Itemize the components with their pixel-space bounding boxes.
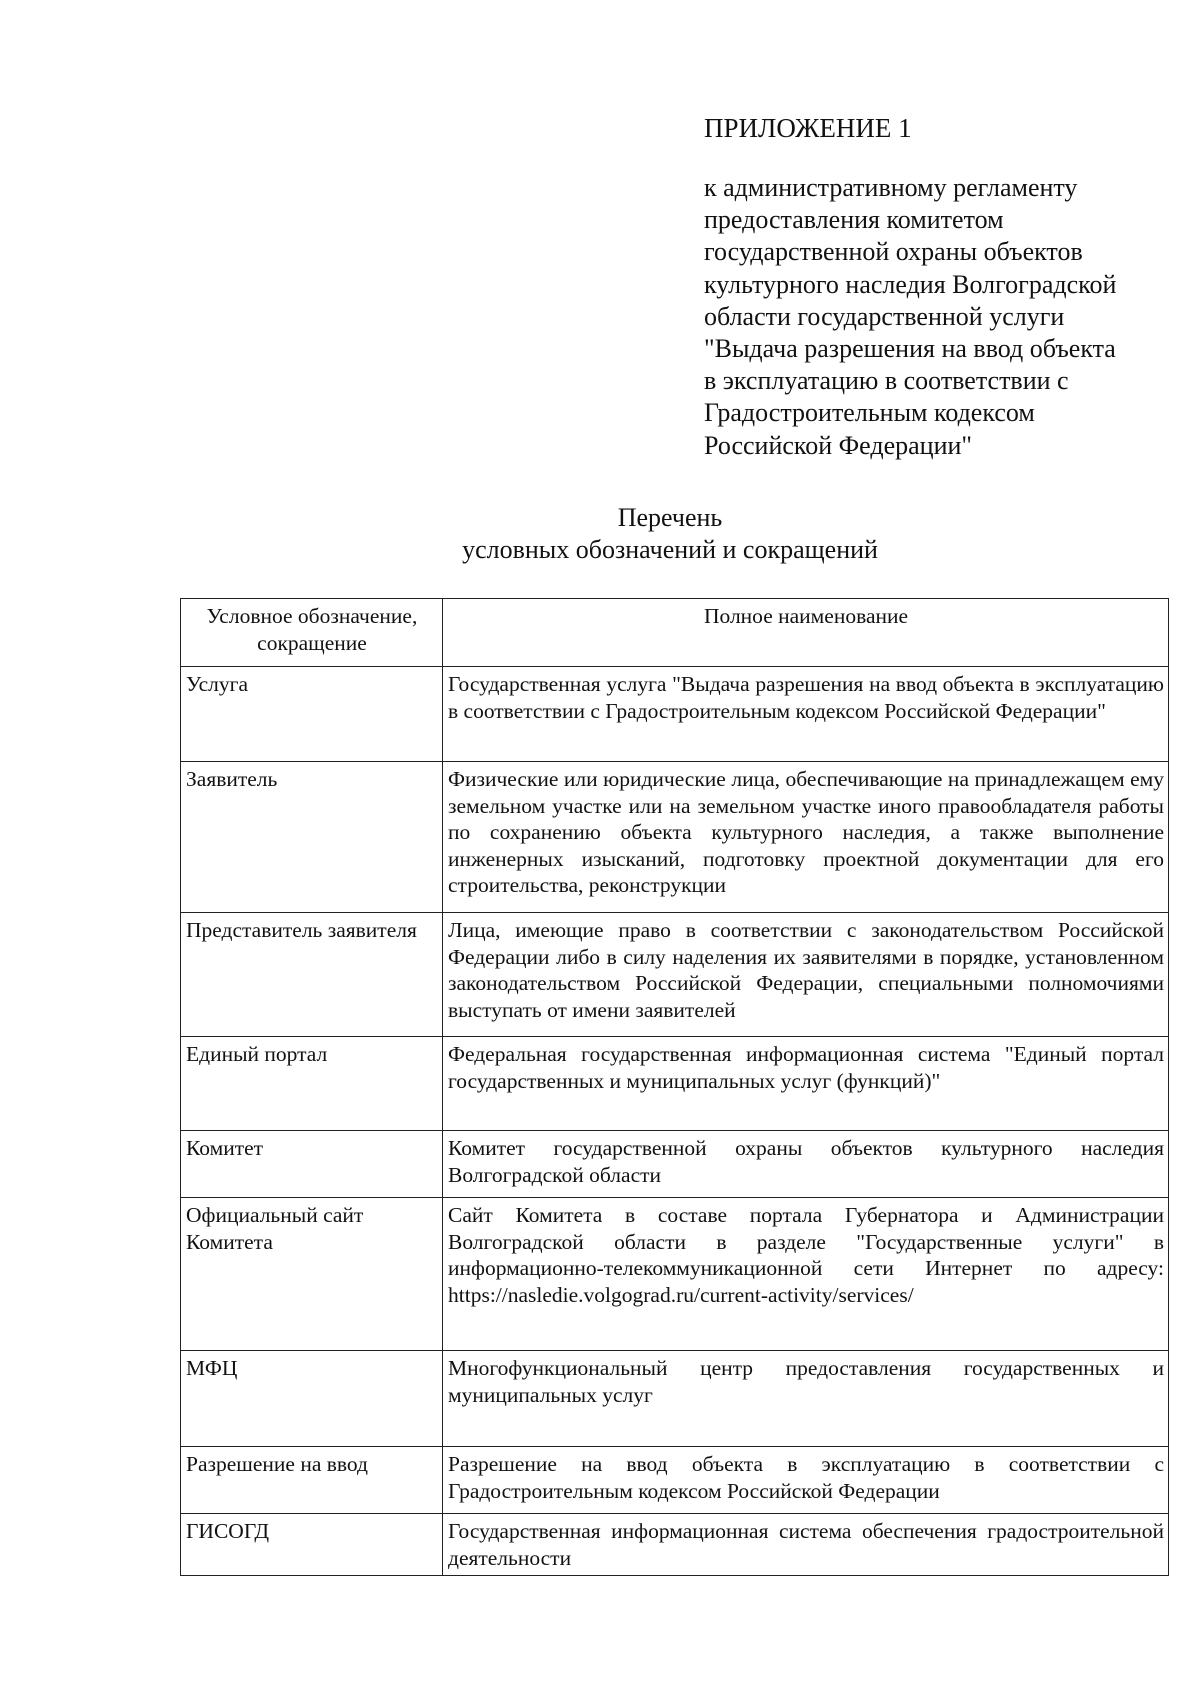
abbreviation-cell: Разрешение на ввод — [181, 1447, 443, 1514]
full-name-cell: Комитет государственной охраны объектов культурного наследия Волгоградской области — [443, 1131, 1169, 1198]
appendix-line: в эксплуатацию в соответствии с — [704, 366, 1069, 396]
full-name-cell: Разрешение на ввод объекта в эксплуатацию в соответствии с Градостроительным кодексом Российской Федерации — [443, 1447, 1169, 1514]
appendix-line: Градостроительным кодексом — [704, 398, 1035, 428]
header-full-name: Полное наименование — [443, 599, 1169, 667]
full-name-cell: Физические или юридические лица, обеспечивающие на принадлежащем ему земельном участке или на земельном участке иного правообладателя работы по сохранению объекта культурного наследия, а также выполнение инженерных изысканий, подготовку проектной документации для его строительства, реконструкции — [443, 762, 1169, 913]
abbreviation-cell: Услуга — [181, 667, 443, 762]
table-row — [181, 1198, 1169, 1351]
full-name-cell: Федеральная государственная информационная система "Единый портал государственных и муниципальных услуг (функций)" — [443, 1037, 1169, 1131]
abbreviation-cell: Заявитель — [181, 762, 443, 913]
abbreviation-cell: Комитет — [181, 1131, 443, 1198]
full-name-cell: Многофункциональный центр предоставления государственных и муниципальных услуг — [443, 1351, 1169, 1447]
table-row — [181, 1447, 1169, 1514]
table-row — [181, 1037, 1169, 1131]
table-row — [181, 762, 1169, 913]
table-row — [181, 667, 1169, 762]
appendix-line: Российской Федерации" — [704, 430, 973, 460]
table-row — [181, 1131, 1169, 1198]
appendix-title: ПРИЛОЖЕНИЕ 1 — [704, 113, 912, 143]
full-name-cell: Государственная информационная система обеспечения градостроительной деятельности — [443, 1514, 1169, 1576]
appendix-line: области государственной услуги — [704, 301, 1065, 331]
full-name-cell: Сайт Комитета в составе портала Губернатора и Администрации Волгоградской области в разделе "Государственные услуги" в информационно-телекоммуникационной сети Интернет по адресу: https://nasledie.volgograd.ru/current-activity/services/ — [443, 1198, 1169, 1351]
abbreviation-cell: МФЦ — [181, 1351, 443, 1447]
heading-title: Перечень — [617, 503, 723, 532]
appendix-line: государственной охраны объектов — [704, 237, 1083, 267]
appendix-line: культурного наследия Волгоградской — [704, 269, 1117, 299]
appendix-line: предоставления комитетом — [704, 205, 1004, 235]
abbreviation-cell: Единый портал — [181, 1037, 443, 1131]
abbreviations-table — [180, 598, 1169, 1576]
table-row — [181, 1351, 1169, 1447]
appendix-line: к административному регламенту — [704, 173, 1078, 202]
appendix-line: "Выдача разрешения на ввод объекта — [704, 334, 1116, 364]
appendix-block — [704, 112, 1174, 462]
appendix-description — [704, 172, 1174, 462]
abbreviation-cell: ГИСОГД — [181, 1514, 443, 1576]
table-row — [181, 1514, 1169, 1576]
full-name-cell: Лица, имеющие право в соответствии с законодательством Российской Федерации либо в силу наделения их заявителями в порядке, установленном законодательством Российской Федерации, специальными полномочиями выступать от имени заявителей — [443, 913, 1169, 1037]
header-abbreviation: Условное обозначение, сокращение — [181, 599, 443, 667]
abbreviation-cell: Официальный сайт Комитета — [181, 1198, 443, 1351]
full-name-cell: Государственная услуга "Выдача разрешения на ввод объекта в эксплуатацию в соответствии с Градостроительным кодексом Российской Федерации" — [443, 667, 1169, 762]
table-header-row — [181, 599, 1169, 667]
table-row — [181, 913, 1169, 1037]
abbreviation-cell: Представитель заявителя — [181, 913, 443, 1037]
heading-subtitle: условных обозначений и сокращений — [462, 535, 878, 564]
document-heading — [0, 502, 1200, 566]
